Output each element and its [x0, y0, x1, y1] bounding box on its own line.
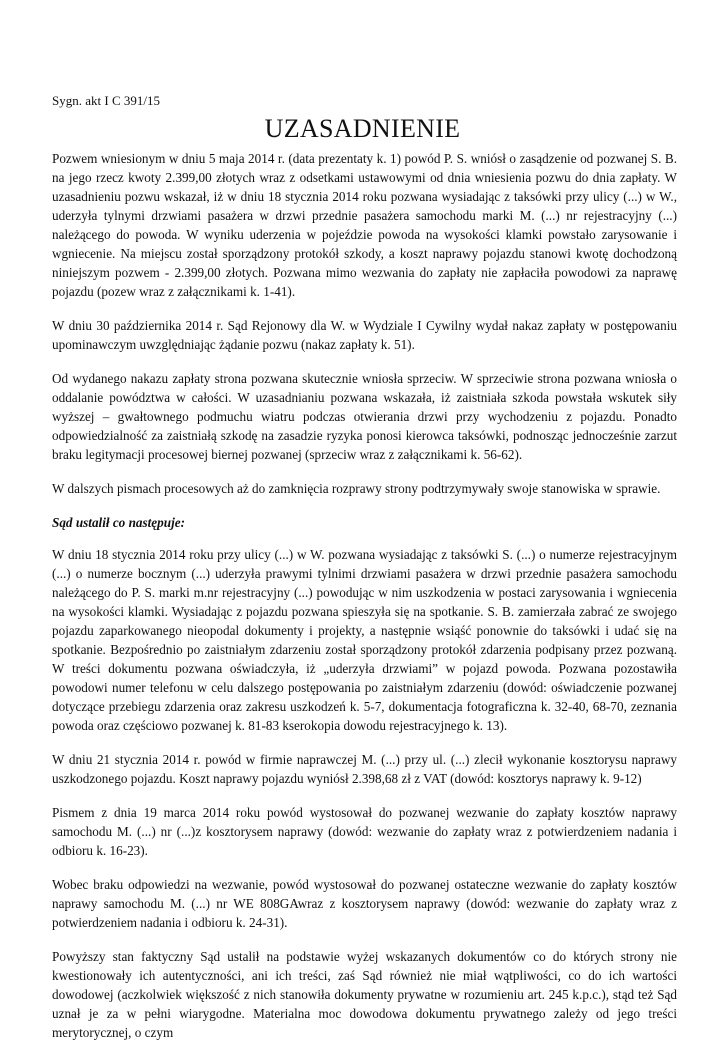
- paragraph-payment-order: W dniu 30 października 2014 r. Sąd Rejonowy dla W. w Wydziale I Cywilny wydał nakaz zapłaty w postępowaniu upominawczym uwzględniając żądanie pozwu (nakaz zapłaty k. 51).: [52, 318, 677, 352]
- findings-heading: Sąd ustalił co następuje:: [52, 515, 185, 530]
- document-title: UZASADNIENIE: [264, 114, 461, 143]
- paragraph-objection: Od wydanego nakazu zapłaty strona pozwana skutecznie wniosła sprzeciw. W sprzeciwie strona pozwana wniosła o oddalanie powództwa w całości. W uzasadnianiu pozwana wskazała, iż zaistniała szkoda powstała wskutek siły wyższej – gwałtownego podmuchu wiatru podczas otwierania drzwi przy wychodzeniu z pojazdu. Ponadto odpowiedzialność za zaistniałą szkodę na zasadzie ryzyka ponosi kierowca taksówki, podnosząc jednocześnie zarzut braku legitymacji procesowej biernej pozwanej (sprzeciw wraz z załącznikami k. 56-62).: [52, 371, 677, 462]
- paragraph-further-pleadings: W dalszych pismach procesowych aż do zamknięcia rozprawy strony podtrzymywały swoje stanowiska w sprawie.: [52, 481, 661, 496]
- paragraph-finding-final-demand: Wobec braku odpowiedzi na wezwanie, powód wystosował do pozwanej ostateczne wezwanie do zapłaty kosztów naprawy samochodu M. (...) nr WE 808GAwraz z kosztorysem naprawy (dowód: wezwanie do zapłaty wraz z potwierdzeniem nadania i odbioru k. 24-31).: [52, 877, 677, 930]
- paragraph-finding-demand: Pismem z dnia 19 marca 2014 roku powód wystosował do pozwanej wezwanie do zapłaty kosztów naprawy samochodu M. (...) nr (...)z kosztorysem naprawy (dowód: wezwanie do zapłaty wraz z potwierdzeniem nadania i odbioru k. 16-23).: [52, 805, 677, 858]
- document-body: [52, 149, 677, 1057]
- paragraph-finding-incident: W dniu 18 stycznia 2014 roku przy ulicy (...) w W. pozwana wysiadając z taksówki S. (...) o numerze rejestracyjnym (...) o numerze bocznym (...) uderzyła prawymi tylnimi drzwiami pasażera w drzwi przednie pasażera samochodu należącego do P. S. marki m.nr rejestracyjny (...) powodując w nim uszkodzenia w postaci zarysowania i wgniecenia na wysokości klamki. Wysiadając z pojazdu pozwana spieszyła się na spotkanie. S. B. zamierzała zabrać ze swojego pojazdu zaparkowanego nieopodal dokumenty i projekty, a następnie wsiąść ponownie do taksówki i udać się na spotkanie. Bezpośrednio po zaistniałym zdarzeniu został sporządzony protokół zdarzenia podpisany przez pozwaną. W treści dokumentu pozwana oświadczyła, iż „uderzyła drzwiami” w pojazd powoda. Pozwana pozostawiła powodowi numer telefonu w celu dalszego postępowania po zaistniałym zdarzeniu (dowód: oświadczenie pozwanej dotyczące przebiegu zdarzenia oraz zakresu uszkodzeń k. 5-7, dokumentacja fotograficzna k. 32-40, 68-70, zeznania powoda oraz częściowo pozwanej k. 81-83 kserokopia dowodu rejestracyjnego k. 13).: [52, 547, 677, 733]
- paragraph-finding-evidence: Powyższy stan faktyczny Sąd ustalił na podstawie wyżej wskazanych dokumentów co do których strony nie kwestionowały ich autentyczności, ani ich treści, zaś Sąd również nie miał wątpliwości, co do ich wartości dowodowej (aczkolwiek większość z nich stanowiła dokumenty prywatne w rozumieniu art. 245 k.p.c.), stąd też Sąd uznał je za w pełni wiarygodne. Materialna moc dowodowa dokumentu prywatnego zależy od jego treści merytorycznej, o czym: [52, 949, 677, 1040]
- paragraph-finding-estimate: W dniu 21 stycznia 2014 r. powód w firmie naprawczej M. (...) przy ul. (...) zlecił wykonanie kosztorysu naprawy uszkodzonego pojazdu. Koszt naprawy pojazdu wyniósł 2.398,68 zł z VAT (dowód: kosztorys naprawy k. 9-12): [52, 752, 677, 786]
- paragraph-claim: Pozwem wniesionym w dniu 5 maja 2014 r. (data prezentaty k. 1) powód P. S. wniósł o zasądzenie od pozwanej S. B. na jego rzecz kwoty 2.399,00 złotych wraz z odsetkami ustawowymi od dnia wniesienia pozwu do dnia zapłaty. W uzasadnieniu pozwu wskazał, iż w dniu 18 stycznia 2014 roku pozwana wysiadając z taksówki przy ulicy (...) w W., uderzyła tylnymi drzwiami pasażera w drzwi przednie pasażera samochodu marki M. (...) nr rejestracyjny (...) należącego do powoda. W wyniku uderzenia w pojeździe powoda na wysokości klamki powstało zarysowanie i wgniecenie. Na miejscu został sporządzony protokół szkody, a koszt naprawy pojazdu stanowi kwotę dochodzoną niniejszym pozwem - 2.399,00 złotych. Pozwana mimo wezwania do zapłaty nie zapłaciła powodowi za naprawę pojazdu (pozew wraz z załącznikami k. 1-41).: [52, 151, 677, 299]
- case-signature: Sygn. akt I C 391/15: [52, 93, 160, 108]
